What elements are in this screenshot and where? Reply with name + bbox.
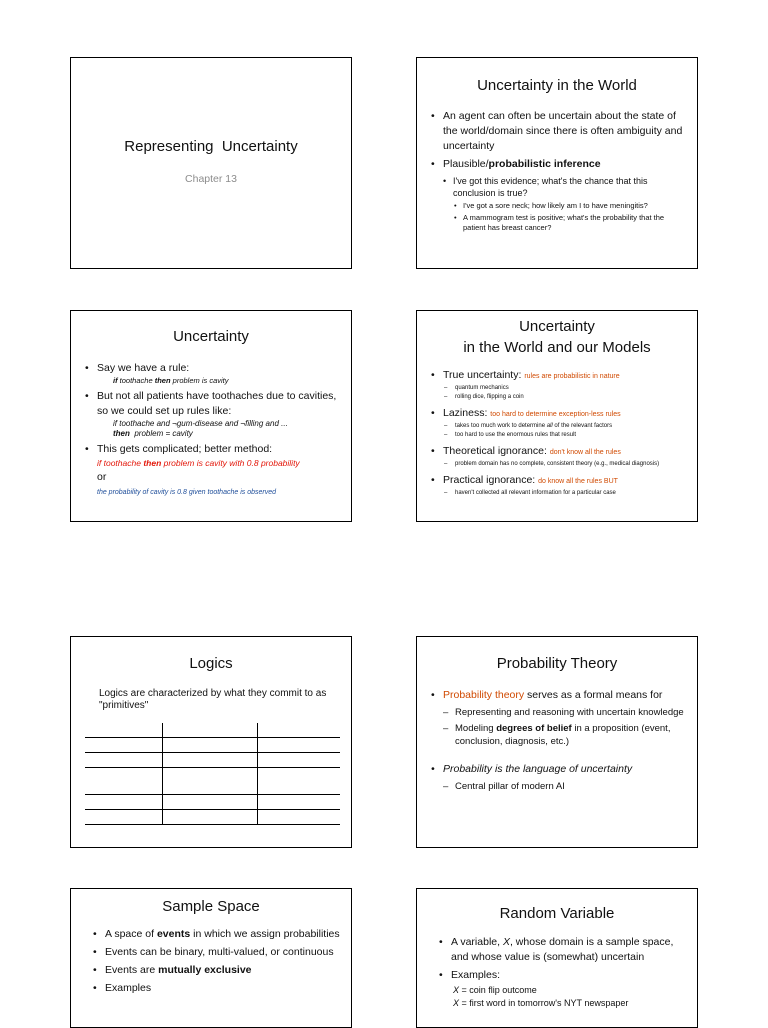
example-line: X = coin flip outcome — [453, 985, 537, 995]
sub-item: – rolling dice, flipping a coin — [431, 393, 689, 401]
slide-title: Logics — [189, 655, 233, 672]
bullet: • This gets complicated; better method: — [85, 442, 341, 457]
sub-bullet: • I've got this evidence; what's the chance that this conclusion is true? — [431, 175, 687, 199]
table-row — [85, 795, 340, 810]
bullet: • Plausible/probabilistic inference — [431, 157, 687, 172]
logics-table — [85, 723, 340, 825]
slide-text: Logics are characterized by what they commit to as "primitives" — [99, 688, 327, 711]
table-row — [85, 738, 340, 753]
rule-line: then problem = cavity — [113, 429, 193, 438]
red-rule: if toothache then problem is cavity with 0.8 probability — [97, 458, 300, 468]
bullet: • A space of events in which we assign probabilities — [93, 927, 341, 942]
slide-title: Uncertainty — [173, 328, 249, 345]
slide-uncertainty-models — [416, 310, 698, 522]
bullet: • Probability theory serves as a formal means for — [431, 688, 689, 703]
sub-item: – quantum mechanics — [431, 384, 689, 392]
bullet: • Practical ignorance: do know all the rules BUT — [431, 473, 689, 489]
bullet: • Events can be binary, multi-valued, or continuous — [93, 945, 341, 960]
bullet: • A variable, X, whose domain is a sample space, and whose value is (somewhat) uncertain — [439, 935, 687, 965]
sub-item: – problem domain has no complete, consistent theory (e.g., medical diagnosis) — [431, 460, 689, 468]
bullet: • True uncertainty: rules are probabilistic in nature — [431, 368, 689, 384]
bullet: • But not all patients have toothaches due to cavities, so we could set up rules like: — [85, 389, 341, 419]
rule-line: if toothache then problem is cavity — [113, 376, 229, 385]
or-text: or — [97, 471, 107, 483]
sub-item: – Central pillar of modern AI — [431, 780, 689, 793]
blue-rule: the probability of cavity is 0.8 given toothache is observed — [97, 489, 276, 496]
bullet: • Probability is the language of uncertainty — [431, 762, 689, 777]
slide-title: Sample Space — [162, 898, 260, 915]
bullet: • Theoretical ignorance: don't know all the rules — [431, 444, 689, 460]
bullet: • Say we have a rule: — [85, 361, 341, 376]
slide-title: Uncertainty in the World — [477, 77, 637, 94]
table-row — [85, 768, 340, 795]
slide-logics — [70, 636, 352, 848]
slide-title: Representing Uncertainty — [124, 138, 298, 155]
slide-uncertainty-in-the-world — [416, 57, 698, 269]
sub-item: – Modeling degrees of belief in a proposition (event, conclusion, diagnosis, etc.) — [431, 722, 689, 748]
slide-representing-uncertainty — [70, 57, 352, 269]
sub-sub-bullet: • A mammogram test is positive; what's the probability that the patient has breast cancer? — [431, 213, 687, 233]
table-row — [85, 753, 340, 768]
slide-title: Probability Theory — [496, 655, 618, 672]
sub-item: – haven't collected all relevant information for a particular case — [431, 489, 689, 497]
table-row — [85, 723, 340, 738]
bullet: • Examples: — [439, 968, 687, 983]
sub-item: – too hard to use the enormous rules that result — [431, 431, 689, 439]
slide-probability-theory — [416, 636, 698, 848]
slide-random-variable — [416, 888, 698, 1028]
slide-uncertainty — [70, 310, 352, 522]
slide-subtitle: Chapter 13 — [185, 173, 237, 185]
bullet: • Laziness: too hard to determine exception-less rules — [431, 406, 689, 422]
bullet: • Examples — [93, 981, 341, 996]
slide-sample-space — [70, 888, 352, 1028]
sub-item: – Representing and reasoning with uncertain knowledge — [431, 706, 689, 719]
example-line: X = first word in tomorrow's NYT newspaper — [453, 998, 629, 1008]
bullet: • Events are mutually exclusive — [93, 963, 341, 978]
rule-line: if toothache and ¬gum-disease and ¬filling and ... — [113, 419, 288, 428]
slide-title: Random Variable — [499, 905, 615, 922]
slide-title-line-1: Uncertainty — [519, 318, 595, 335]
sub-sub-bullet: • I've got a sore neck; how likely am I to have meningitis? — [431, 201, 687, 211]
sub-item: – takes too much work to determine all of the relevant factors — [431, 422, 689, 430]
table-row — [85, 810, 340, 825]
slide-title-line-2: in the World and our Models — [463, 339, 651, 356]
bullet: • An agent can often be uncertain about the state of the world/domain since there is often ambiguity and uncertainty — [431, 109, 687, 154]
